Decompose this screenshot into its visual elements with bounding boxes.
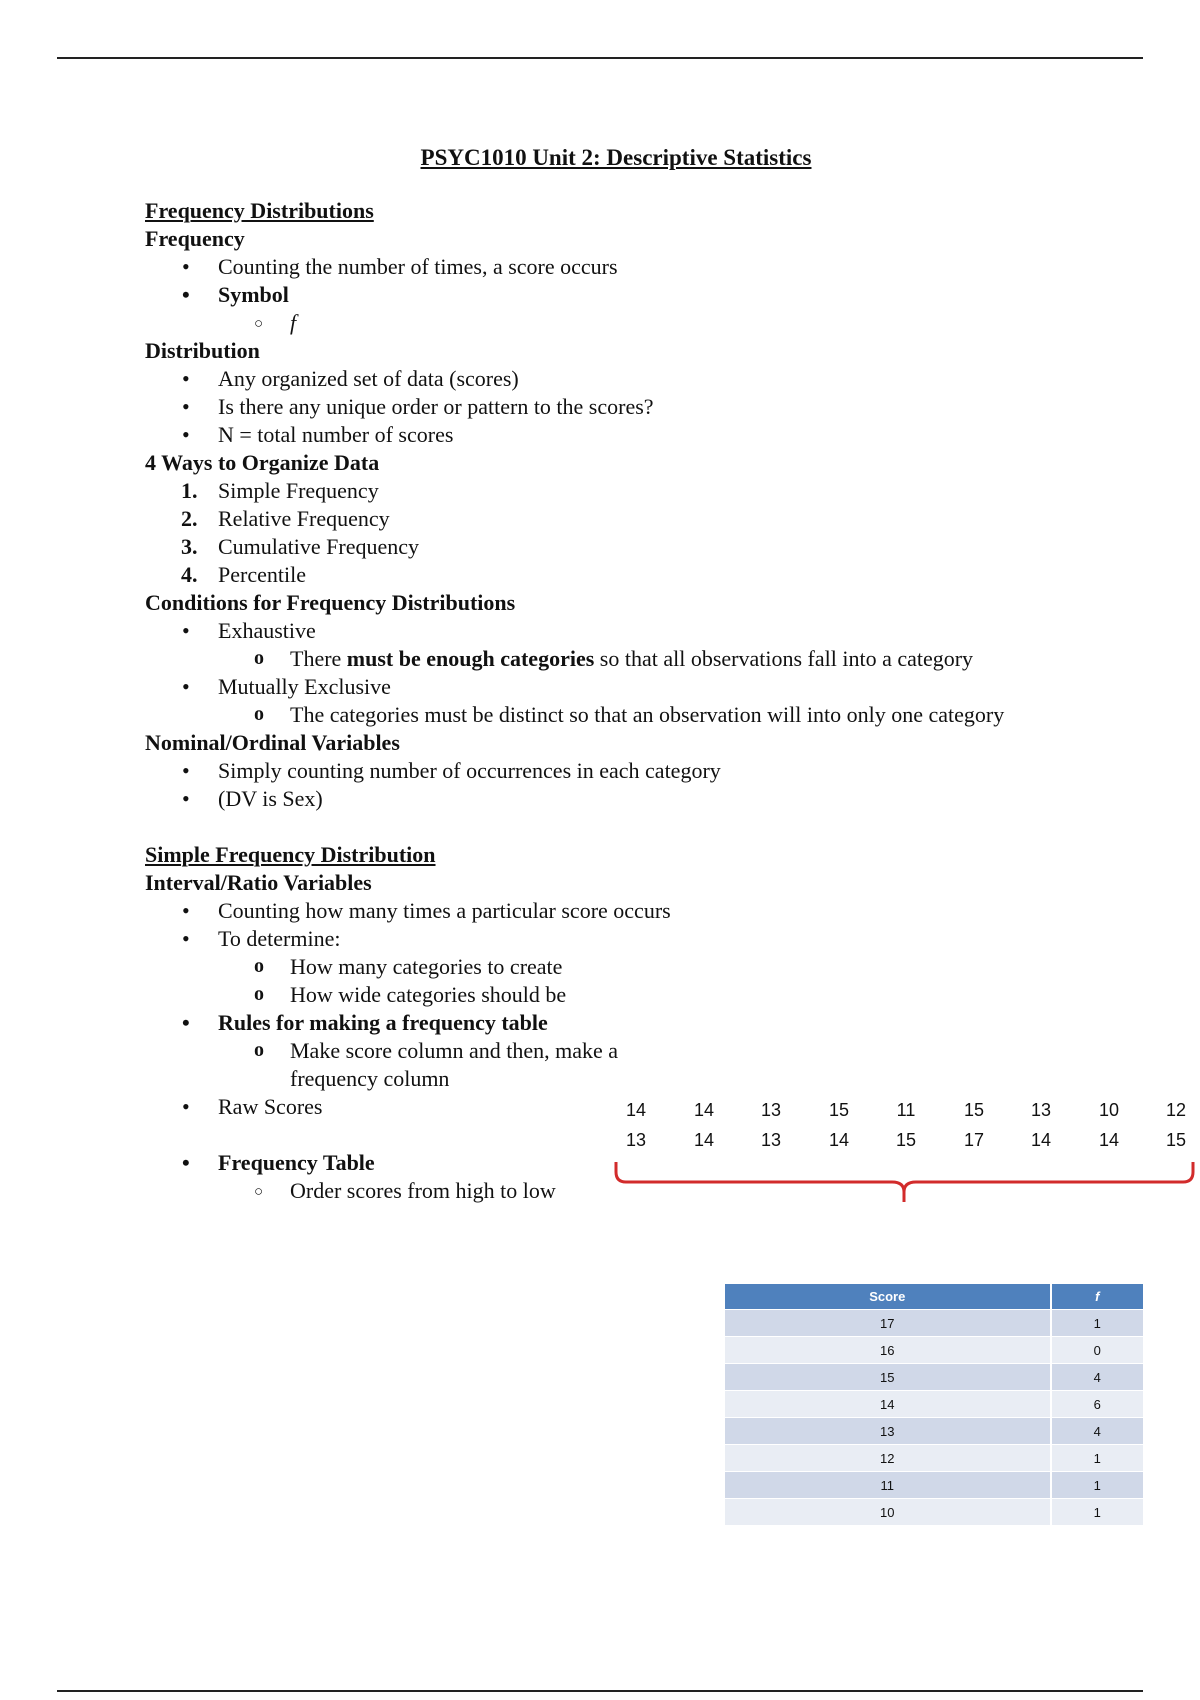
item-number: 2.	[181, 506, 198, 531]
spacer	[145, 813, 1145, 841]
bullet-item: • To determine:	[145, 925, 1145, 953]
bullet-item: • N = total number of scores	[145, 421, 1145, 449]
raw-score-cell: 13	[1030, 1100, 1052, 1120]
cell-f: 6	[1051, 1391, 1144, 1418]
sub-bullet: o How many categories to create	[145, 953, 1145, 981]
table-row	[725, 1364, 1144, 1391]
text-run: There	[290, 646, 347, 671]
bullet-item-rules: • Rules for making a frequency table	[145, 1009, 1145, 1037]
item-text: Percentile	[218, 562, 306, 587]
cell-score: 13	[725, 1418, 1051, 1445]
page-title: PSYC1010 Unit 2: Descriptive Statistics	[420, 145, 812, 170]
raw-score-cell: 13	[625, 1130, 647, 1150]
text-run-bold: must be enough categories	[346, 646, 595, 671]
sub-bullet: o How wide categories should be	[145, 981, 1145, 1009]
raw-score-cell: 15	[828, 1100, 850, 1120]
cell-score: 12	[725, 1445, 1051, 1472]
table-row	[725, 1418, 1144, 1445]
section-heading-simple-frequency: Simple Frequency Distribution	[145, 842, 436, 867]
bullet-item: • Counting how many times a particular score occurs	[145, 897, 1145, 925]
sub-bullet-rules	[145, 1037, 1145, 1093]
item-text: Relative Frequency	[218, 506, 390, 531]
text-line: frequency column	[290, 1066, 450, 1091]
cell-score: 15	[725, 1364, 1051, 1391]
cell-f: 1	[1051, 1499, 1144, 1526]
sub-bullet-mutually-exclusive: o The categories must be distinct so that an observation will into only one category	[145, 701, 1145, 729]
table-row	[725, 1445, 1144, 1472]
cell-f: 4	[1051, 1364, 1144, 1391]
table-row	[725, 1310, 1144, 1337]
bullet-item-mutually-exclusive: • Mutually Exclusive	[145, 673, 1145, 701]
section-heading-frequency-distributions: Frequency Distributions	[145, 198, 374, 223]
cell-f: 4	[1051, 1418, 1144, 1445]
raw-score-cell: 15	[963, 1100, 985, 1120]
header-f: f	[1051, 1284, 1144, 1310]
item-number: 3.	[181, 534, 198, 559]
subheading-nominal-ordinal: Nominal/Ordinal Variables	[145, 730, 400, 755]
bullet-item: • Is there any unique order or pattern to the scores?	[145, 393, 1145, 421]
numbered-item	[145, 533, 1145, 561]
subheading-frequency: Frequency	[145, 226, 245, 251]
table-row	[725, 1337, 1144, 1364]
bullet-item-frequency-table: • Frequency Table	[145, 1149, 1145, 1177]
bullet-item-exhaustive: • Exhaustive	[145, 617, 1145, 645]
raw-score-cell: 10	[1098, 1100, 1120, 1120]
numbered-item	[145, 561, 1145, 589]
table-header-row	[725, 1284, 1144, 1310]
item-text: Cumulative Frequency	[218, 534, 420, 559]
bullet-item-raw-scores: • Raw Scores	[145, 1093, 1145, 1121]
item-number: 1.	[181, 478, 198, 503]
text-run: so that all observations fall into a category	[594, 646, 974, 671]
bullet-item-symbol: • Symbol	[145, 281, 1145, 309]
cell-f: 1	[1051, 1310, 1144, 1337]
bottom-rule	[57, 1690, 1143, 1692]
document-body	[145, 197, 1145, 1205]
sub-bullet-order-scores: ○ Order scores from high to low	[145, 1177, 1145, 1205]
raw-score-cell: 14	[693, 1130, 715, 1150]
text-line: Make score column and then, make a	[290, 1038, 619, 1063]
raw-score-cell: 17	[963, 1130, 985, 1150]
frequency-table	[725, 1284, 1145, 1525]
cell-score: 10	[725, 1499, 1051, 1526]
subheading-conditions: Conditions for Frequency Distributions	[145, 590, 516, 615]
bullet-item: • Simply counting number of occurrences in each category	[145, 757, 1145, 785]
item-text: Simple Frequency	[218, 478, 379, 503]
raw-score-cell: 11	[896, 1100, 916, 1120]
item-number: 4.	[181, 562, 198, 587]
cell-score: 16	[725, 1337, 1051, 1364]
top-rule	[57, 57, 1143, 59]
cell-f: 1	[1051, 1472, 1144, 1499]
red-brace-arrow	[612, 1158, 1197, 1204]
raw-score-cell: 14	[625, 1100, 647, 1120]
raw-score-cell: 13	[760, 1130, 782, 1150]
cell-score: 11	[725, 1472, 1051, 1499]
raw-score-cell: 15	[895, 1130, 917, 1150]
subheading-4-ways: 4 Ways to Organize Data	[145, 450, 380, 475]
raw-score-cell: 13	[760, 1100, 782, 1120]
raw-score-cell: 14	[1030, 1130, 1052, 1150]
subheading-interval-ratio: Interval/Ratio Variables	[145, 870, 372, 895]
cell-f: 0	[1051, 1337, 1144, 1364]
bullet-item: • Counting the number of times, a score occurs	[145, 253, 1145, 281]
sub-bullet-exhaustive	[145, 645, 1145, 673]
table-row	[725, 1391, 1144, 1418]
raw-score-cell: 15	[1165, 1130, 1187, 1150]
numbered-item	[145, 505, 1145, 533]
raw-score-cell: 14	[1098, 1130, 1120, 1150]
raw-score-cell: 12	[1165, 1100, 1187, 1120]
bullet-item: • (DV is Sex)	[145, 785, 1145, 813]
sub-bullet-symbol-f: ○ f	[145, 309, 1145, 337]
cell-score: 17	[725, 1310, 1051, 1337]
cell-f: 1	[1051, 1445, 1144, 1472]
table-row	[725, 1472, 1144, 1499]
raw-score-cell: 14	[693, 1100, 715, 1120]
numbered-item	[145, 477, 1145, 505]
table-row	[725, 1499, 1144, 1526]
subheading-distribution: Distribution	[145, 338, 260, 363]
header-score: Score	[725, 1284, 1051, 1310]
cell-score: 14	[725, 1391, 1051, 1418]
raw-score-cell: 14	[828, 1130, 850, 1150]
bullet-item: • Any organized set of data (scores)	[145, 365, 1145, 393]
